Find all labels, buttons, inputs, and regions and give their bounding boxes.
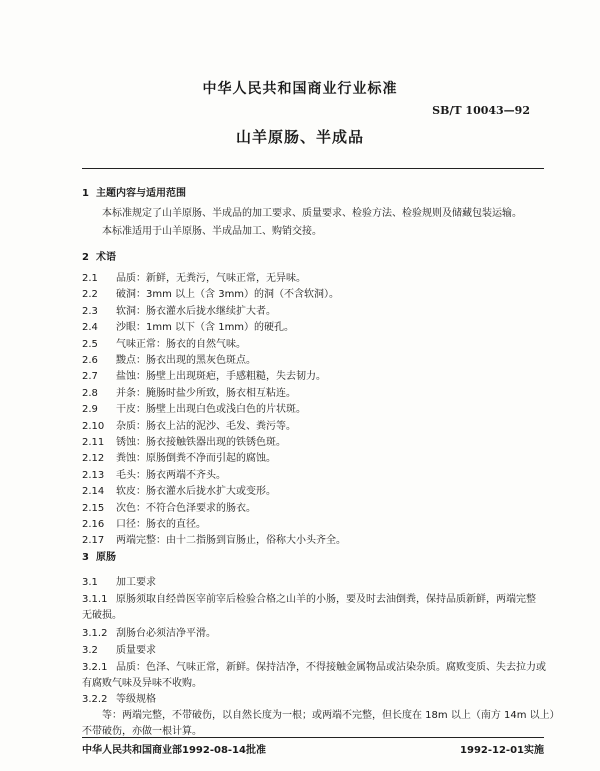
term-number: 2.4 [82, 322, 98, 334]
term-number: 2.11 [82, 437, 105, 448]
term-number: 2.13 [82, 469, 105, 481]
term-item [82, 499, 256, 514]
term-item [82, 466, 226, 481]
document-title: 山羊原肠、半成品 [235, 128, 364, 146]
term-text: 口径：肠衣的直径。 [116, 519, 206, 530]
term-number: 2.2 [82, 289, 98, 301]
clause-3-2-1-cont: 有腐败气味及异味不收购。 [82, 678, 202, 689]
term-text: 并条：腌肠时盐少所致，肠衣相互粘连。 [116, 387, 296, 399]
term-number: 2.6 [82, 355, 98, 366]
term-item [82, 531, 346, 546]
term-text: 锈蚀：肠衣接触铁器出现的铁锈色斑。 [116, 437, 286, 448]
term-text: 软洞：肠衣灌水后拢水继续扩大者。 [116, 305, 276, 317]
term-item [82, 269, 306, 284]
term-item [82, 482, 276, 497]
term-text: 杂质：肠衣上沾的泥沙、毛发、粪污等。 [116, 420, 296, 432]
term-item [82, 400, 306, 415]
term-text: 气味正常：肠衣的自然气味。 [116, 338, 246, 350]
clause-3-1-1-cont: 无破损。 [82, 610, 122, 621]
term-number: 2.5 [82, 338, 98, 350]
term-number: 2.16 [82, 519, 105, 530]
section-1-heading: 1 主题内容与适用范围 [82, 188, 186, 199]
scope-paragraph-1: 本标准规定了山羊原肠、半成品的加工要求、质量要求、检验方法、检验规则及储藏包装运输。 [102, 208, 522, 219]
term-item [82, 449, 276, 464]
clause-3-1-1: 3.1.1 原肠须取自经兽医宰前宰后检验合格之山羊的小肠，要及时去油倒粪，保持品质新鲜，两端完整 [82, 594, 536, 605]
term-text: 黢点：肠衣出现的黑灰色斑点。 [116, 355, 256, 366]
term-text: 干皮：肠壁上出现白色或浅白色的片状斑。 [116, 404, 306, 416]
term-text: 次色：不符合色泽要求的肠衣。 [116, 502, 256, 514]
section-3-heading: 3 原肠 [82, 552, 116, 563]
term-number: 2.1 [82, 273, 98, 284]
clause-3-1-2: 3.1.2 刮肠台必须洁净平滑。 [82, 628, 216, 639]
term-number: 2.10 [82, 420, 105, 432]
term-number: 2.9 [82, 404, 98, 416]
issuing-organization: 中华人民共和国商业行业标准 [202, 81, 398, 97]
term-text: 毛头：肠衣两端不齐头。 [116, 469, 226, 481]
term-item [82, 302, 276, 317]
term-number: 2.15 [82, 502, 105, 514]
term-number: 2.7 [82, 371, 98, 383]
term-item [82, 515, 206, 530]
term-text: 沙眼：1mm 以下（含 1mm）的硬孔。 [116, 322, 295, 334]
term-text: 破洞：3mm 以上（含 3mm）的洞（不含软洞）。 [116, 289, 340, 301]
term-text: 品质：新鲜，无粪污，气味正常，无异味。 [116, 273, 306, 284]
term-item [82, 351, 256, 366]
clause-3-2-1: 3.2.1 品质：色泽、气味正常，新鲜。保持洁净，不得接触金属物品或沾染杂质。腐败变质、失去拉力或 [82, 662, 546, 673]
footer-divider [82, 737, 544, 738]
term-item [82, 384, 296, 399]
section-2-heading: 2 术语 [82, 252, 116, 263]
term-item [82, 367, 326, 382]
clause-3-2-2: 3.2.2 等级规格 [82, 694, 156, 705]
term-number: 2.3 [82, 305, 98, 317]
grade-paragraph: 等：两端完整，不带破伤，以自然长度为一根；或两端不完整，但长度在 18m 以上（南方 14m 以上） [102, 710, 560, 721]
term-text: 粪蚀：原肠倒粪不净而引起的腐蚀。 [116, 453, 276, 465]
effective-date: 1992-12-01实施 [460, 745, 544, 756]
term-text: 盐蚀：肠壁上出现斑疤，手感粗糙，失去韧力。 [116, 371, 326, 383]
term-item [82, 318, 294, 333]
term-number: 2.17 [82, 535, 105, 547]
term-item [82, 285, 339, 300]
term-number: 2.14 [82, 486, 105, 498]
term-text: 软皮：肠衣灌水后拢水扩大或变形。 [116, 486, 276, 498]
term-number: 2.12 [82, 453, 105, 465]
term-text: 两端完整：由十二指肠到盲肠止，俗称大小头齐全。 [116, 535, 346, 547]
term-number: 2.8 [82, 387, 98, 399]
term-item [82, 335, 246, 350]
scope-paragraph-2: 本标准适用于山羊原肠、半成品加工、购销交接。 [102, 226, 322, 237]
term-item [82, 417, 296, 432]
standard-code: SB/T 10043—92 [432, 104, 530, 117]
grade-paragraph-cont: 不带破伤，亦做一根计算。 [82, 726, 202, 737]
clause-3-1: 3.1 加工要求 [82, 577, 156, 588]
title-divider [82, 168, 544, 169]
clause-3-2: 3.2 质量要求 [82, 645, 156, 656]
approval-date: 中华人民共和国商业部1992-08-14批准 [82, 745, 266, 756]
term-item [82, 433, 286, 448]
